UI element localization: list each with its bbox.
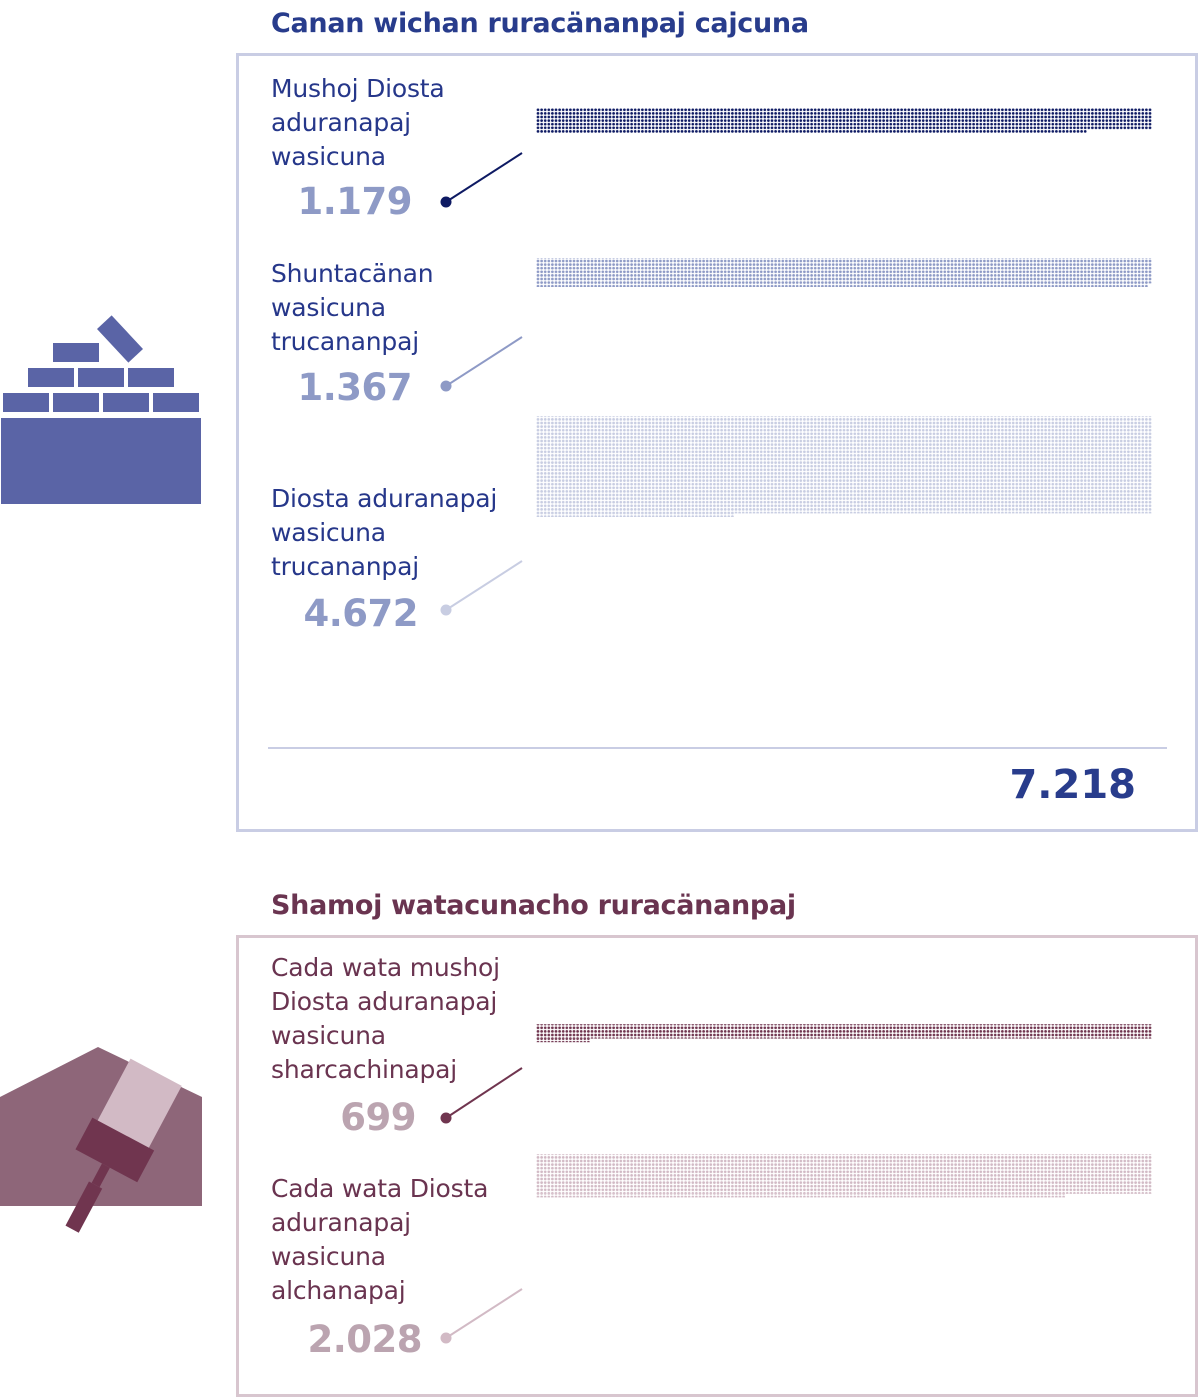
chart-1-value-label: 4.672 [303, 592, 418, 635]
chart-1-total-value: 7.218 [1009, 762, 1136, 808]
chart-1-category-label: Mushoj Diosta aduranapaj wasicuna [271, 74, 445, 171]
chart-1-bar [536, 108, 1152, 133]
chart-2-value-label: 2.028 [307, 1318, 422, 1361]
chart-2-value-label: 699 [340, 1096, 416, 1139]
chart-2-bar [536, 1154, 1152, 1197]
chart-1-leader-line [441, 337, 523, 392]
chart-2-leader-line [441, 1289, 523, 1344]
chart-1-title: Canan wichan ruracänanpaj cajcuna [271, 8, 809, 39]
chart-1-bar [536, 416, 1152, 517]
chart-1-bar [536, 258, 1152, 287]
chart-2-category-label: Cada wata mushoj Diosta aduranapaj wasicuna sharcachinapaj [271, 953, 500, 1084]
chart-1-value-label: 1.179 [297, 180, 412, 223]
chart-1-leader-line [441, 153, 523, 208]
chart-1-category-label: Diosta aduranapaj wasicuna trucananpaj [271, 484, 498, 581]
chart-1-category-label: Shuntacänan wasicuna trucananpaj [271, 259, 434, 356]
chart-2-category-label: Cada wata Diosta aduranapaj wasicuna alchanapaj [271, 1174, 489, 1305]
chart-2-title: Shamoj watacunacho ruracänanpaj [271, 890, 796, 921]
chart-2-bar [536, 1024, 1152, 1042]
chart-1-leader-line [441, 561, 523, 616]
chart-1-value-label: 1.367 [297, 366, 412, 409]
chart-2-leader-line [441, 1068, 523, 1124]
